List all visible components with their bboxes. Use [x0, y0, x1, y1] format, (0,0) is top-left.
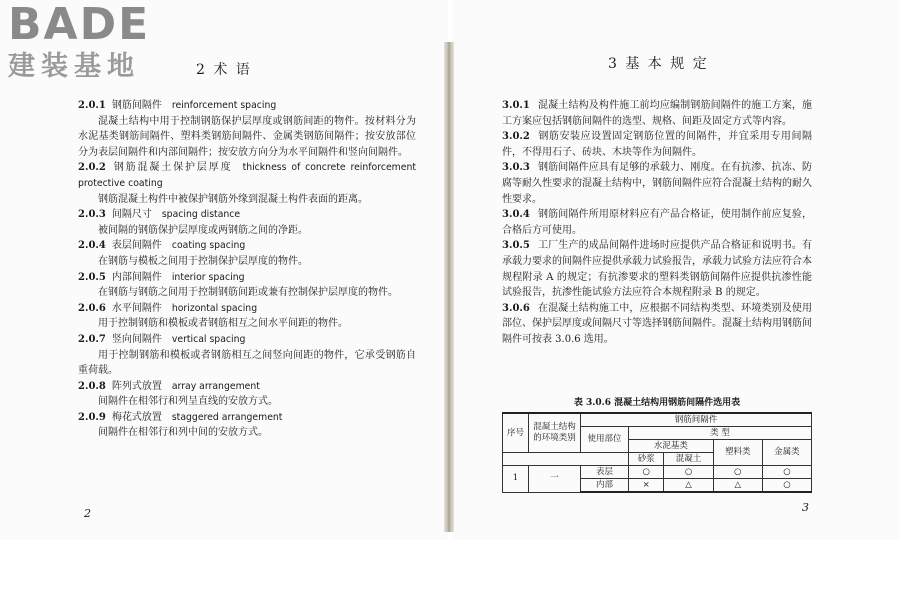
cell-env: 一	[529, 466, 581, 493]
term-entry	[78, 332, 416, 379]
term-number: 2.0.3	[78, 209, 106, 221]
term-en: array arrangement	[171, 380, 260, 392]
term-number: 2.0.8	[78, 380, 106, 392]
term-entry	[78, 98, 416, 160]
term-number: 2.0.7	[78, 333, 106, 345]
clause-text: 混凝土结构及构件施工前均应编制钢筋间隔件的施工方案，施工方案应包括钢筋间隔件的选型、规格、间距及固定方式等内容。	[502, 100, 812, 127]
clause-item	[502, 98, 812, 129]
term-zh: 钢筋混凝土保护层厚度	[111, 162, 233, 174]
term-entry	[78, 270, 416, 301]
cell-mortar: ×	[629, 479, 664, 493]
term-en: vertical spacing	[171, 333, 246, 345]
term-en: spacing distance	[161, 209, 241, 221]
term-zh: 水平间隔件	[111, 302, 162, 314]
cell-metal: ○	[762, 479, 811, 493]
header-mortar: 砂浆	[629, 453, 664, 466]
term-definition: 在钢筋与模板之间用于控制保护层厚度的物件。	[98, 255, 308, 267]
chapter-title-basic-rules: 3 基 本 规 定	[608, 56, 709, 72]
clause-number: 3.0.5	[502, 240, 530, 252]
header-cement-based: 水泥基类	[629, 440, 714, 453]
header-concrete: 混凝土	[664, 453, 713, 466]
cell-concrete: △	[664, 479, 713, 493]
term-en: interior spacing	[171, 271, 245, 283]
clause-number: 3.0.2	[502, 131, 530, 143]
book-gutter	[444, 42, 454, 532]
header-spacer-group: 钢筋间隔件	[581, 413, 812, 427]
clause-item	[502, 301, 812, 348]
page-number-right: 3	[802, 501, 809, 514]
term-zh: 阵列式放置	[111, 380, 162, 392]
header-type: 类 型	[629, 427, 812, 440]
logo-brand: BADE	[8, 0, 151, 50]
term-zh: 间隔尺寸	[111, 209, 152, 221]
clause-text: 在混凝土结构施工中，应根据不同结构类型、环境类别及使用部位、保护层厚度或间隔尺寸等选择钢筋间隔件。混凝土结构用钢筋间隔件可按表 3.0.6 选用。	[502, 302, 812, 345]
term-zh: 表层间隔件	[111, 240, 162, 252]
page-number-left: 2	[84, 507, 91, 520]
clause-number: 3.0.4	[502, 209, 530, 221]
term-entry	[78, 160, 416, 207]
cell-position: 内部	[581, 479, 629, 493]
term-definition: 用于控制钢筋和模板或者钢筋相互之间竖向间距的物件，它承受钢筋自重荷载。	[78, 349, 416, 377]
term-entry	[78, 238, 416, 269]
header-position: 使用部位	[581, 427, 629, 453]
term-entry	[78, 410, 416, 441]
term-definition: 用于控制钢筋和模板或者钢筋相互之间水平间距的物件。	[98, 318, 348, 330]
clause-item	[502, 129, 812, 160]
chapter-title-terms: 2 术 语	[196, 62, 252, 78]
term-definition: 混凝土结构中用于控制钢筋保护层厚度或钢筋间距的物件。按材料分为水泥基类钢筋间隔件、塑料类钢筋间隔件、金属类钢筋间隔件；按安放部位分为表层间隔件和内部间隔件；按安放方向分为水平间隔件和竖向间隔件。	[78, 115, 416, 158]
term-zh: 竖向间隔件	[111, 333, 162, 345]
cell-plastic: ○	[713, 466, 762, 479]
cell-metal: ○	[762, 466, 811, 479]
term-zh: 内部间隔件	[111, 271, 162, 283]
clause-number: 3.0.6	[502, 302, 530, 314]
term-en: horizontal spacing	[171, 302, 258, 314]
term-en: reinforcement spacing	[171, 100, 277, 111]
cell-concrete: ○	[664, 466, 713, 479]
term-number: 2.0.4	[78, 240, 106, 252]
term-en: thickness of concrete reinforcement protective coating	[78, 162, 416, 189]
cell-seq: 1	[503, 466, 529, 493]
term-en: staggered arrangement	[171, 411, 283, 423]
term-definition: 钢筋混凝土构件中被保护钢筋外缘到混凝土构件表面的距离。	[98, 193, 368, 205]
term-zh: 梅花式放置	[111, 411, 162, 423]
term-entry	[78, 379, 416, 410]
term-entry	[78, 301, 416, 332]
term-en: coating spacing	[171, 240, 246, 252]
clause-text: 钢筋安装应设置固定钢筋位置的间隔件，并宜采用专用间隔件，不得用石子、砖块、木块等作为间隔件。	[502, 131, 812, 158]
header-metal: 金属类	[762, 440, 811, 466]
header-blank	[503, 453, 629, 466]
clause-number: 3.0.3	[502, 162, 530, 174]
term-number: 2.0.1	[78, 100, 106, 111]
term-number: 2.0.5	[78, 271, 106, 283]
cell-plastic: △	[713, 479, 762, 493]
clause-item	[502, 238, 812, 300]
terms-list	[78, 98, 416, 441]
term-definition: 在钢筋与钢筋之间用于控制钢筋间距或兼有控制保护层厚度的物件。	[98, 287, 398, 299]
term-definition: 间隔件在相邻行和列呈直线的安放方式。	[98, 396, 278, 408]
clause-text: 工厂生产的成品间隔件进场时应提供产品合格证和说明书。有承载力要求的间隔件应提供承载力试验报告，承载力试验方法应符合本规程附录 A 的规定；有抗渗要求的塑料类钢筋间隔件应提供抗渗性能试验报告，抗渗性能试验方法应符合本规程附录 B 的规定。	[502, 240, 812, 299]
term-number: 2.0.9	[78, 411, 106, 423]
term-number: 2.0.2	[78, 162, 106, 174]
term-definition: 间隔件在相邻行和列中间的安放方式。	[98, 427, 268, 439]
term-definition: 被间隔的钢筋保护层厚度或两钢筋之间的净距。	[98, 224, 308, 236]
clause-item	[502, 160, 812, 207]
clause-text: 钢筋间隔件所用原材料应有产品合格证，使用制作前应复验，合格后方可使用。	[502, 209, 812, 236]
header-seq: 序号	[503, 413, 529, 453]
cell-mortar: ○	[629, 466, 664, 479]
clause-number: 3.0.1	[502, 100, 530, 111]
term-entry	[78, 207, 416, 238]
table-row	[503, 466, 812, 479]
spacer-selection-table	[502, 412, 812, 493]
clauses-list	[502, 98, 812, 348]
term-zh: 钢筋间隔件	[111, 100, 162, 111]
clause-text: 钢筋间隔件应具有足够的承载力、刚度。在有抗渗、抗冻、防腐等耐久性要求的混凝土结构中，钢筋间隔件应符合混凝土结构的耐久性要求。	[502, 162, 812, 205]
term-number: 2.0.6	[78, 302, 106, 314]
table-caption: 表 3.0.6 混凝土结构用钢筋间隔件选用表	[573, 398, 741, 408]
header-plastic: 塑料类	[713, 440, 762, 466]
header-env-class: 混凝土结构的环境类别	[529, 413, 581, 453]
clause-item	[502, 207, 812, 238]
cell-position: 表层	[581, 466, 629, 479]
logo-subtitle: 建装基地	[8, 51, 140, 82]
